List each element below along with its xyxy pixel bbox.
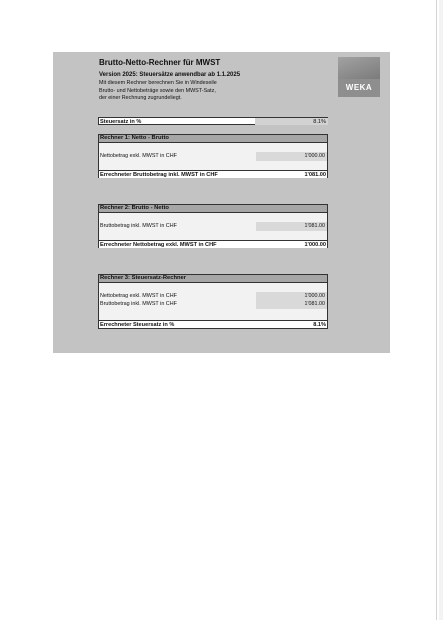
calc1-result-label: Errechneter Bruttobetrag inkl. MWST in CHF bbox=[100, 171, 218, 178]
page-title: Brutto-Netto-Rechner für MWST bbox=[99, 58, 221, 67]
description-line-3: der einer Rechnung zugrundeliegt. bbox=[99, 95, 182, 102]
calc3-gross-value: 1'081.00 bbox=[304, 301, 325, 307]
calc2-result-label: Errechneter Nettobetrag exkl. MWST in CHF bbox=[100, 241, 217, 248]
description bbox=[99, 80, 217, 103]
calc1-result-row bbox=[99, 170, 327, 178]
calculator-3-title: Rechner 3: Steuersatz-Rechner bbox=[99, 275, 327, 283]
tax-rate-value: 8.1% bbox=[313, 118, 326, 125]
calc3-result-row bbox=[99, 320, 327, 328]
calculator-3 bbox=[98, 274, 328, 329]
weka-logo bbox=[338, 57, 380, 97]
calc3-net-label: Nettobetrag exkl. MWST in CHF bbox=[100, 293, 177, 299]
logo-graphic bbox=[338, 57, 380, 79]
calc2-result-value: 1'000.00 bbox=[304, 241, 326, 248]
calc2-gross-input[interactable] bbox=[256, 222, 327, 231]
tax-rate-row bbox=[98, 117, 328, 125]
calc3-gross-label: Bruttobetrag inkl. MWST in CHF bbox=[100, 301, 177, 307]
page-edge bbox=[436, 0, 437, 620]
calc3-net-value: 1'000.00 bbox=[304, 293, 325, 299]
calc3-result-label: Errechneter Steuersatz in % bbox=[100, 321, 175, 328]
tax-rate-input[interactable] bbox=[255, 118, 328, 125]
calc2-result-row bbox=[99, 240, 327, 248]
calculator-2-title: Rechner 2: Brutto - Netto bbox=[99, 205, 327, 213]
page-edge-shadow bbox=[439, 0, 443, 620]
calc1-input-value: 1'000.00 bbox=[304, 153, 325, 159]
calc3-input-area[interactable] bbox=[256, 292, 327, 309]
calculator-1-title: Rechner 1: Netto - Brutto bbox=[99, 135, 327, 143]
calc2-input-label: Bruttobetrag inkl. MWST in CHF bbox=[100, 223, 177, 229]
calc3-result-value: 8.1% bbox=[313, 321, 326, 328]
calc1-result-value: 1'081.00 bbox=[304, 171, 326, 178]
calculator-1 bbox=[98, 134, 328, 178]
description-line-2: Brutto- und Nettobeträge sowie den MWST-Satz, bbox=[99, 87, 216, 94]
description-line-1: Mit diesem Rechner berechnen Sie in Windeseile bbox=[99, 80, 217, 86]
calc1-net-input[interactable] bbox=[256, 152, 327, 161]
logo-text: WEKA bbox=[345, 83, 373, 92]
calc1-input-label: Nettobetrag exkl. MWST in CHF bbox=[100, 153, 177, 159]
calculator-2 bbox=[98, 204, 328, 248]
tax-rate-label: Steuersatz in % bbox=[100, 118, 142, 125]
version-subtitle: Version 2025: Steuersätze anwendbar ab 1.1.2025 bbox=[99, 72, 241, 78]
calc2-input-value: 1'081.00 bbox=[304, 223, 325, 229]
